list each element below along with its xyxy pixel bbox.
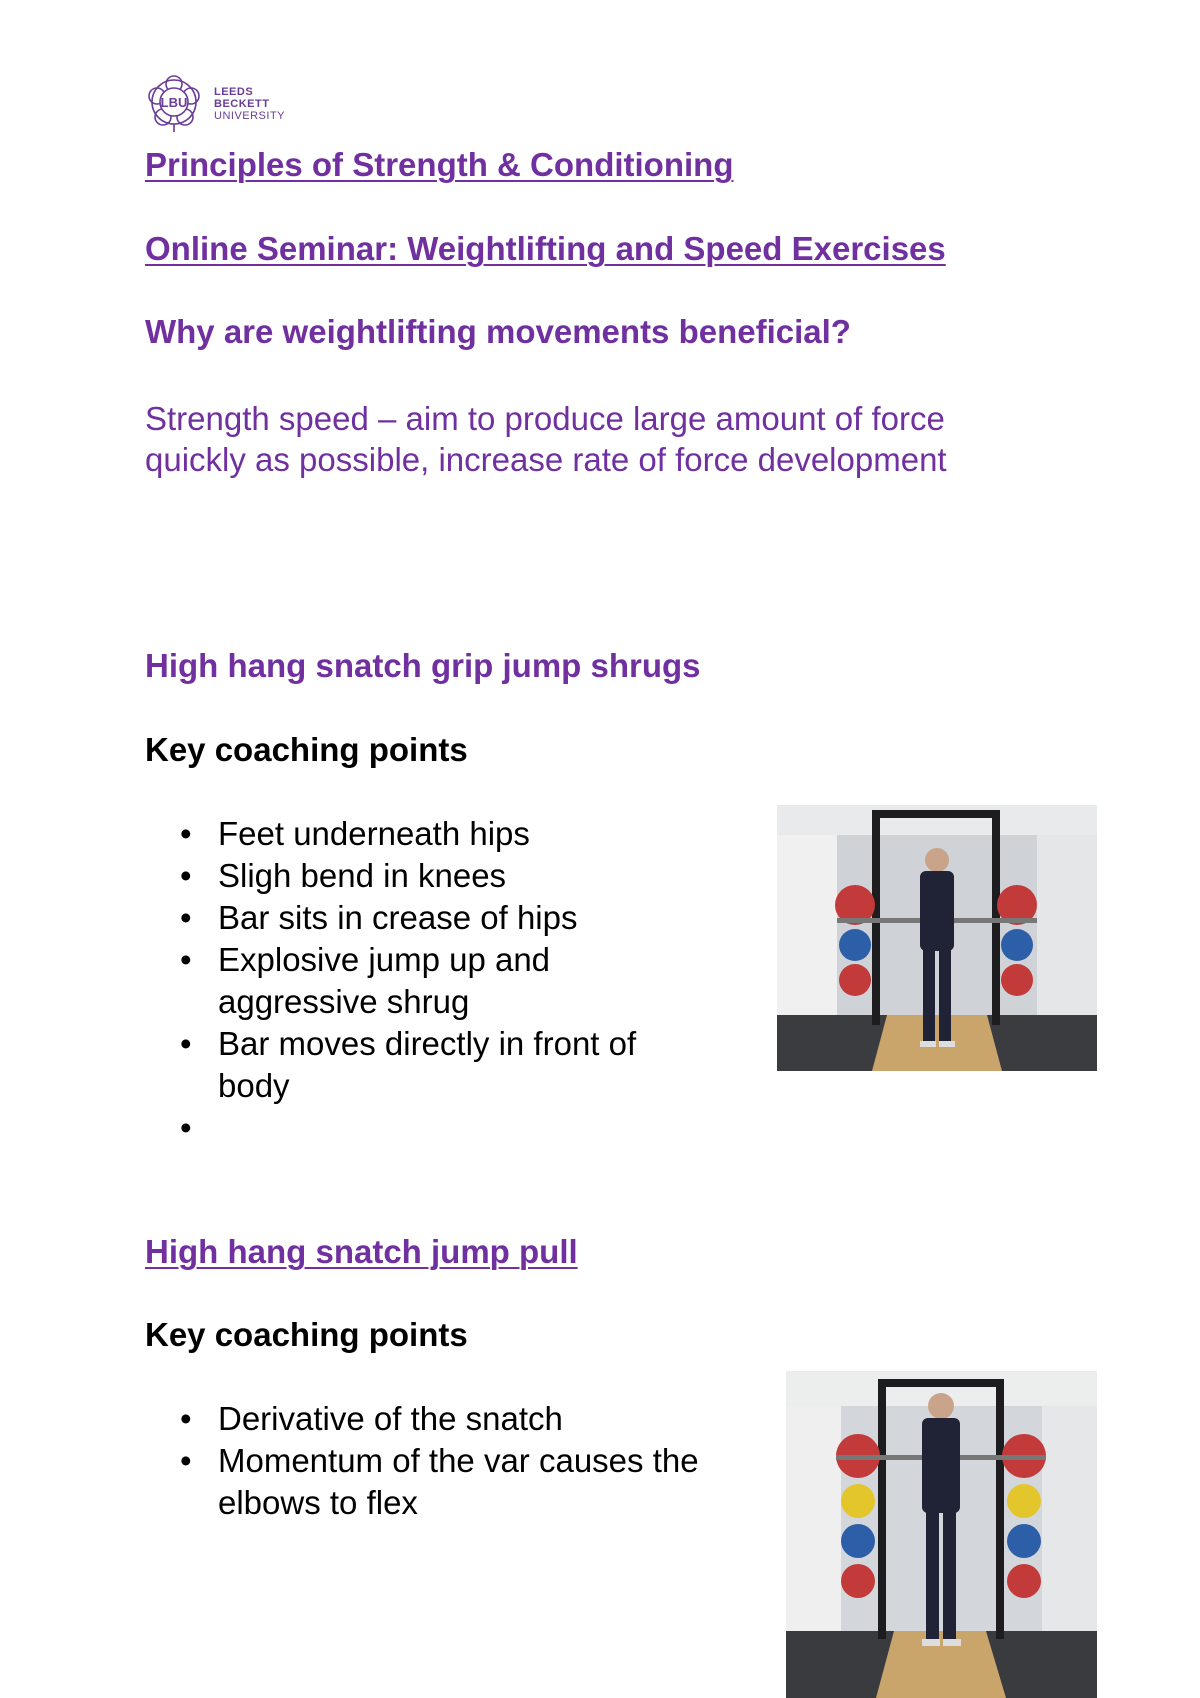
list-item: • Bar moves directly in front of body: [145, 1023, 636, 1107]
key-coaching-points-heading: Key coaching points: [145, 1316, 468, 1353]
logo-line: LEEDS: [214, 86, 254, 98]
logo-line: UNIVERSITY: [214, 110, 286, 122]
section-title-jump-pull: High hang snatch jump pull: [145, 1233, 578, 1270]
rose-emblem-icon: [144, 74, 208, 134]
list-item: • Derivative of the snatch: [145, 1398, 699, 1440]
list-item: • Bar sits in crease of hips: [145, 897, 636, 939]
list-item: • Sligh bend in knees: [145, 855, 636, 897]
list-item: [145, 1107, 636, 1149]
list-item: • Momentum of the var causes the elbows to flex: [145, 1440, 699, 1524]
answer-line: Strength speed – aim to produce large amount of force: [145, 400, 945, 437]
logo-line: BECKETT: [214, 98, 270, 110]
jump-pull-photo: [786, 1371, 1097, 1698]
answer-paragraph: [145, 398, 1065, 480]
key-coaching-points-heading: Key coaching points: [145, 731, 468, 768]
coaching-points-list: [145, 1398, 699, 1524]
answer-line: quickly as possible, increase rate of force development: [145, 441, 947, 478]
section-title-jump-shrugs: High hang snatch grip jump shrugs: [145, 647, 701, 684]
coaching-points-list: [145, 813, 636, 1149]
logo-wordmark: [214, 86, 285, 122]
course-title: Principles of Strength & Conditioning: [145, 146, 734, 183]
university-logo: [144, 74, 294, 134]
jump-shrug-photo: [777, 805, 1097, 1071]
question-heading: Why are weightlifting movements beneficial?: [145, 313, 851, 350]
list-item: • Explosive jump up and aggressive shrug: [145, 939, 636, 1023]
seminar-title: Online Seminar: Weightlifting and Speed Exercises: [145, 230, 946, 267]
svg-text:LBU: LBU: [160, 95, 188, 110]
list-item: • Feet underneath hips: [145, 813, 636, 855]
